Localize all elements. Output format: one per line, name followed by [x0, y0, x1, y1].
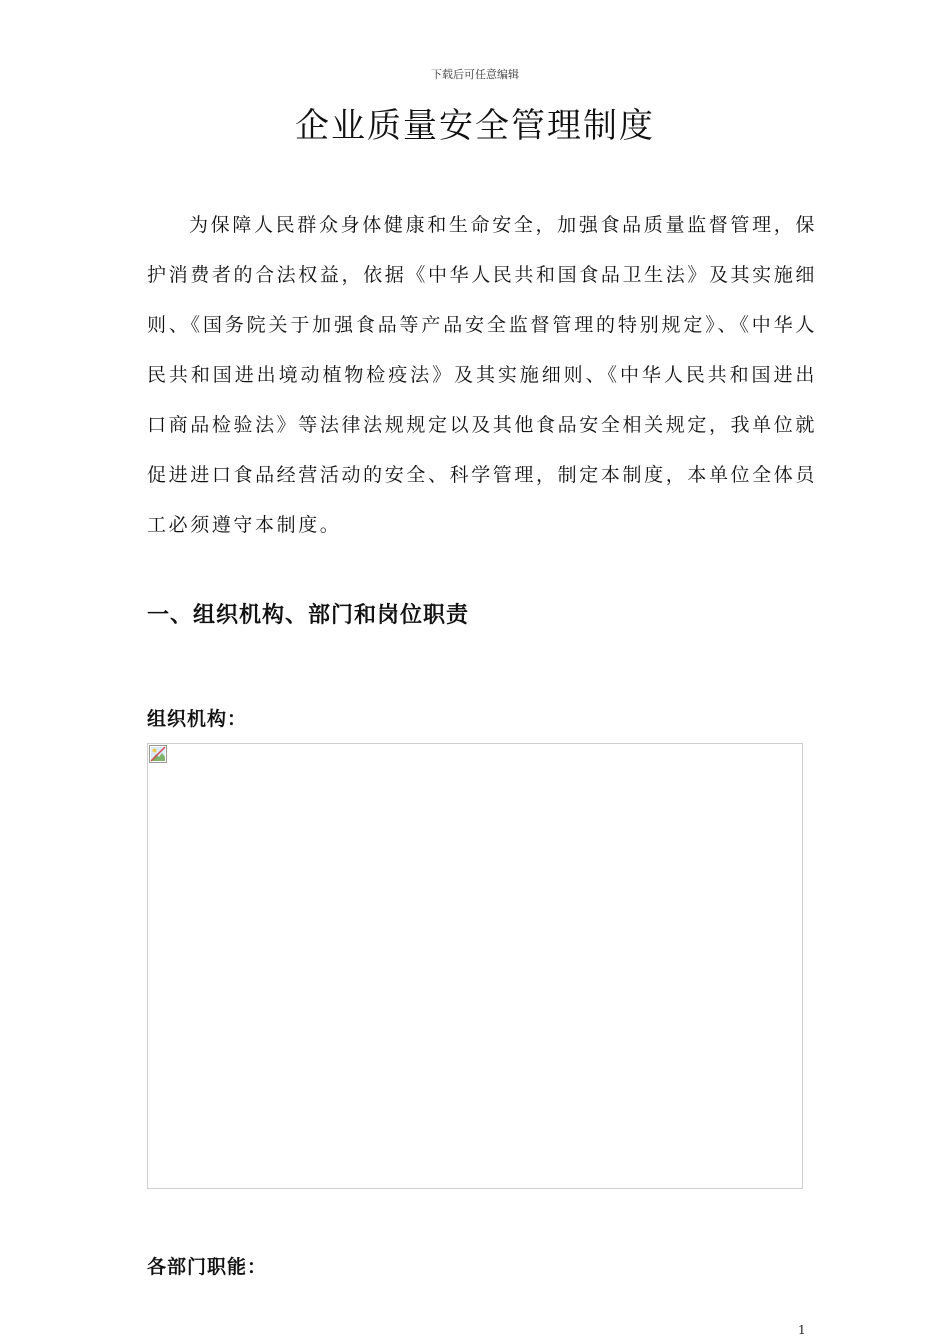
document-title: 企业质量安全管理制度: [295, 106, 655, 146]
org-chart-image-placeholder: [147, 743, 803, 1189]
org-structure-heading: 组织机构：: [147, 708, 248, 730]
department-functions-heading: 各部门职能：: [147, 1256, 268, 1278]
header-note: 下载后可任意编辑: [431, 68, 519, 81]
broken-image-icon: [149, 745, 167, 763]
intro-paragraph: 为保障人民群众身体健康和生命安全，加强食品质量监督管理，保护消费者的合法权益，依据《中华人民共和国食品卫生法》及其实施细则、《国务院关于加强食品等产品安全监督管理的特别规定》、《中华人民共和国进出境动植物检疫法》及其实施细则、《中华人民共和国进出口商品检验法》等法律法规规定以及其他食品安全相关规定，我单位就促进进口食品经营活动的安全、科学管理，制定本制度，本单位全体员工必须遵守本制度。: [147, 214, 817, 536]
section-heading-organization: 一、组织机构、部门和岗位职责: [147, 602, 470, 628]
page-number: 1: [798, 1323, 806, 1337]
